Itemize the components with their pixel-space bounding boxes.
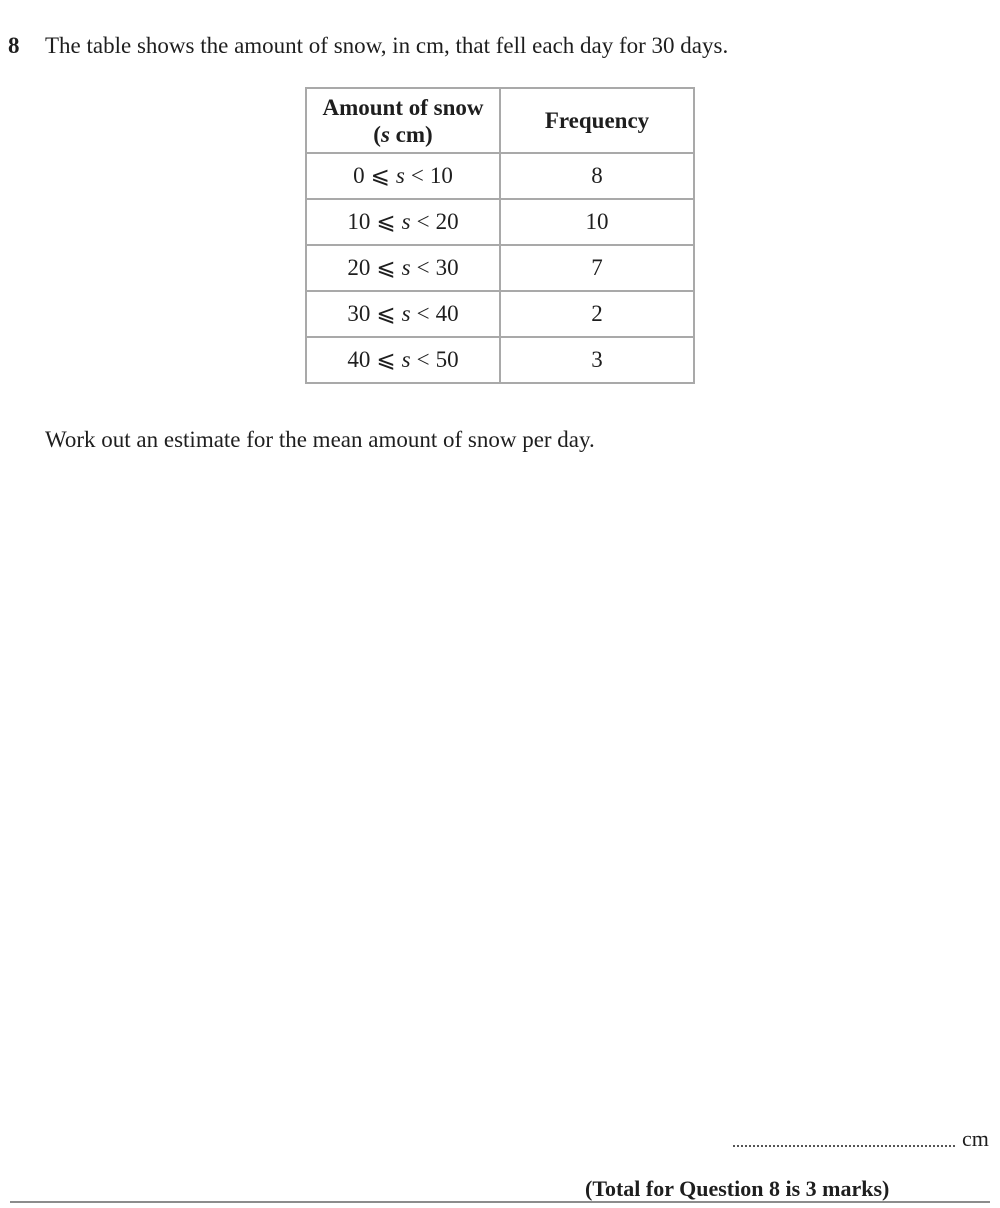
- frequency-cell: 7: [500, 245, 694, 291]
- question-text: The table shows the amount of snow, in cm, that fell each day for 30 days.: [45, 33, 729, 58]
- interval-upper: 20: [435, 209, 459, 234]
- interval-variable: s: [395, 163, 405, 188]
- frequency-cell: 3: [500, 337, 694, 383]
- lt-symbol: <: [416, 301, 430, 326]
- lt-symbol: <: [410, 163, 424, 188]
- header-frequency: Frequency: [500, 88, 694, 153]
- le-symbol: ⩽: [376, 301, 396, 326]
- le-symbol: ⩽: [376, 255, 396, 280]
- interval-upper: 30: [435, 255, 459, 280]
- bottom-rule: [10, 1201, 990, 1203]
- le-symbol: ⩽: [370, 163, 390, 188]
- interval-upper: 50: [435, 347, 459, 372]
- header-amount-variable: s: [380, 121, 390, 147]
- interval-variable: s: [401, 347, 411, 372]
- header-amount-unit: cm: [395, 121, 426, 147]
- le-symbol: ⩽: [376, 209, 396, 234]
- snow-frequency-table: [305, 87, 695, 384]
- table-row: [306, 199, 694, 245]
- answer-unit: cm: [962, 1126, 989, 1151]
- interval-lower: 20: [347, 255, 371, 280]
- total-marks: (Total for Question 8 is 3 marks): [585, 1176, 890, 1201]
- frequency-cell: 2: [500, 291, 694, 337]
- class-interval-cell: [306, 291, 500, 337]
- header-amount-label: Amount of snow: [322, 94, 484, 120]
- table-header-row: [306, 88, 694, 153]
- class-interval-cell: [306, 153, 500, 199]
- le-symbol: ⩽: [376, 347, 396, 372]
- frequency-cell: 8: [500, 153, 694, 199]
- interval-upper: 10: [429, 163, 453, 188]
- question-instruction: Work out an estimate for the mean amount of snow per day.: [45, 427, 595, 452]
- class-interval-cell: [306, 245, 500, 291]
- table-row: [306, 245, 694, 291]
- interval-lower: 0: [353, 163, 365, 188]
- answer-line[interactable]: [733, 1145, 955, 1147]
- interval-variable: s: [401, 255, 411, 280]
- table-row: [306, 153, 694, 199]
- interval-lower: 10: [347, 209, 371, 234]
- lt-symbol: <: [416, 209, 430, 234]
- frequency-cell: 10: [500, 199, 694, 245]
- interval-variable: s: [401, 209, 411, 234]
- header-amount-of-snow: Amount of snow (s cm): [306, 88, 500, 153]
- interval-lower: 30: [347, 301, 371, 326]
- lt-symbol: <: [416, 255, 430, 280]
- question-number: 8: [8, 33, 20, 58]
- class-interval-cell: [306, 199, 500, 245]
- interval-variable: s: [401, 301, 411, 326]
- class-interval-cell: [306, 337, 500, 383]
- interval-lower: 40: [347, 347, 371, 372]
- table-row: [306, 337, 694, 383]
- table-row: [306, 291, 694, 337]
- lt-symbol: <: [416, 347, 430, 372]
- interval-upper: 40: [435, 301, 459, 326]
